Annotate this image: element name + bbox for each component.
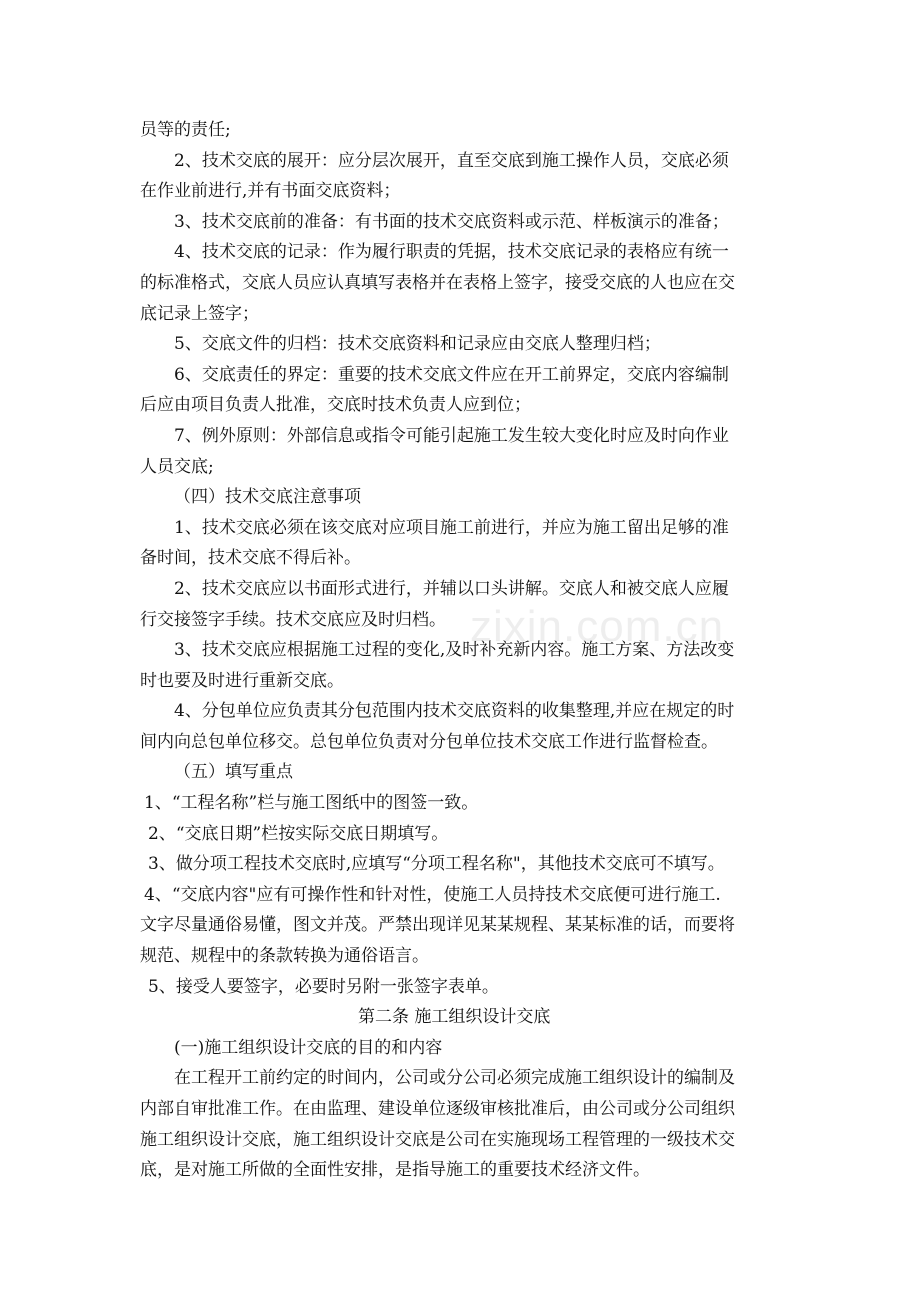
text-line: 3、技术交底应根据施工过程的变化,及时补充新内容。施工方案、方法改变 [174,640,735,661]
text-line: 的标准格式，交底人员应认真填写表格并在表格上签字，接受交底的人也应在交 [140,272,735,293]
text-line: 时也要及时进行重新交底。 [140,670,344,691]
text-line: （四）技术交底注意事项 [174,487,361,508]
watermark: zixin.com.cn [470,602,725,651]
text-line: 7、例外原则：外部信息或指令可能引起施工发生较大变化时应及时向作业 [174,425,729,446]
text-line: 员等的责任; [140,120,231,140]
text-line: 3、技术交底前的准备：有书面的技术交底资料或示范、样板演示的准备； [174,211,729,232]
text-line: 2、技术交底应以书面形式进行，并辅以口头讲解。交底人和被交底人应履 [174,578,729,599]
text-line: 2、“交底日期”栏按实际交底日期填写。 [148,823,449,844]
text-line: 施工组织设计交底，施工组织设计交底是公司在实施现场工程管理的一级技术交 [140,1129,735,1150]
text-line: 人员交底; [140,456,214,477]
text-line: 第二条 施工组织设计交底 [358,1007,551,1028]
text-line: 1、技术交底必须在该交底对应项目施工前进行，并应为施工留出足够的准 [174,517,729,538]
text-line: 在工程开工前约定的时间内，公司或分公司必须完成施工组织设计的编制及 [174,1068,735,1089]
text-line: 底记录上签字； [140,303,259,324]
text-line: 后应由项目负责人批准，交底时技术负责人应到位； [140,395,531,416]
text-line: 在作业前进行,并有书面交底资料； [140,181,401,202]
text-line: 3、做分项工程技术交底时,应填写“分项工程名称"，其他技术交底可不填写。 [148,854,725,875]
text-line: (一)施工组织设计交底的目的和内容 [174,1037,443,1058]
text-line: 5、接受人要签字，必要时另附一张签字表单。 [148,976,499,997]
text-line: 底，是对施工所做的全面性安排，是指导施工的重要技术经济文件。 [140,1160,650,1181]
text-line: 4、技术交底的记录：作为履行职责的凭据，技术交底记录的表格应有统一 [174,242,729,263]
text-line: 间内向总包单位移交。总包单位负责对分包单位技术交底工作进行监督检查。 [140,731,718,752]
text-line: 4、“交底内容"应有可操作性和针对性，使施工人员持技术交底便可进行施工. [144,884,721,905]
text-line: 5、交底文件的归档：技术交底资料和记录应由交底人整理归档； [174,334,661,355]
text-line: 行交接签字手续。技术交底应及时归档。 [140,609,446,630]
text-line: 2、技术交底的展开：应分层次展开，直至交底到施工操作人员，交底必须 [174,150,729,171]
text-line: 4、分包单位应负责其分包范围内技术交底资料的收集整理,并应在规定的时 [174,701,735,722]
text-line: 内部自审批准工作。在由监理、建设单位逐级审核批准后，由公司或分公司组织 [140,1099,735,1119]
text-line: 1、“工程名称”栏与施工图纸中的图签一致。 [144,793,479,814]
text-line: （五）填写重点 [174,762,293,783]
text-line: 文字尽量通俗易懂，图文并茂。严禁出现详见某某规程、某某标准的话，而要将 [140,915,735,936]
text-line: 备时间，技术交底不得后补。 [140,548,361,569]
text-line: 规范、规程中的条款转换为通俗语言。 [140,946,429,967]
text-line: 6、交底责任的界定：重要的技术交底文件应在开工前界定，交底内容编制 [174,364,729,385]
